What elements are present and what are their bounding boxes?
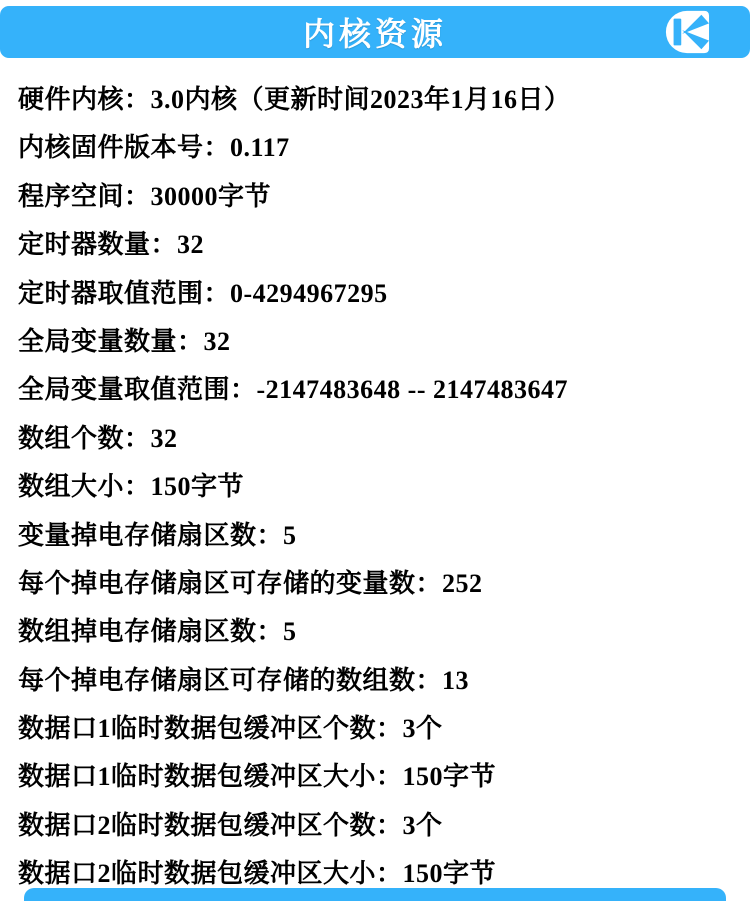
spec-list	[18, 85, 740, 901]
page-title: 内核资源	[302, 16, 447, 52]
spec-line-port1-buffer-size: 数据口1临时数据包缓冲区大小：150字节	[18, 762, 497, 792]
spec-line-array-size: 数组大小：150字节	[18, 472, 245, 502]
k-logo-icon	[660, 9, 714, 55]
spec-line-global-var-count: 全局变量数量：32	[18, 326, 231, 356]
spec-line-var-sector-count: 变量掉电存储扇区数：5	[18, 520, 297, 550]
spec-line-port2-buffer-size: 数据口2临时数据包缓冲区大小：150字节	[18, 859, 497, 889]
footer-bar	[24, 888, 726, 901]
spec-line-firmware-version: 内核固件版本号：0.117	[18, 133, 290, 163]
spec-line-global-var-range: 全局变量取值范围：-2147483648 -- 2147483647	[18, 375, 568, 405]
spec-line-hardware-kernel: 硬件内核：3.0内核（更新时间2023年1月16日）	[18, 85, 571, 114]
spec-line-array-sector-count: 数组掉电存储扇区数：5	[18, 617, 297, 647]
spec-line-timer-range: 定时器取值范围：0-4294967295	[18, 278, 388, 308]
spec-line-port1-buffer-count: 数据口1临时数据包缓冲区个数：3个	[18, 714, 443, 744]
spec-line-arrays-per-sector: 每个掉电存储扇区可存储的数组数：13	[18, 665, 470, 695]
spec-line-timer-count: 定时器数量：32	[18, 230, 205, 260]
spec-line-vars-per-sector: 每个掉电存储扇区可存储的变量数：252	[18, 568, 483, 598]
spec-line-port2-buffer-count: 数据口2临时数据包缓冲区个数：3个	[18, 810, 443, 840]
spec-line-array-count: 数组个数：32	[18, 423, 178, 453]
spec-line-program-space: 程序空间：30000字节	[18, 181, 272, 211]
header-bar	[0, 6, 750, 58]
